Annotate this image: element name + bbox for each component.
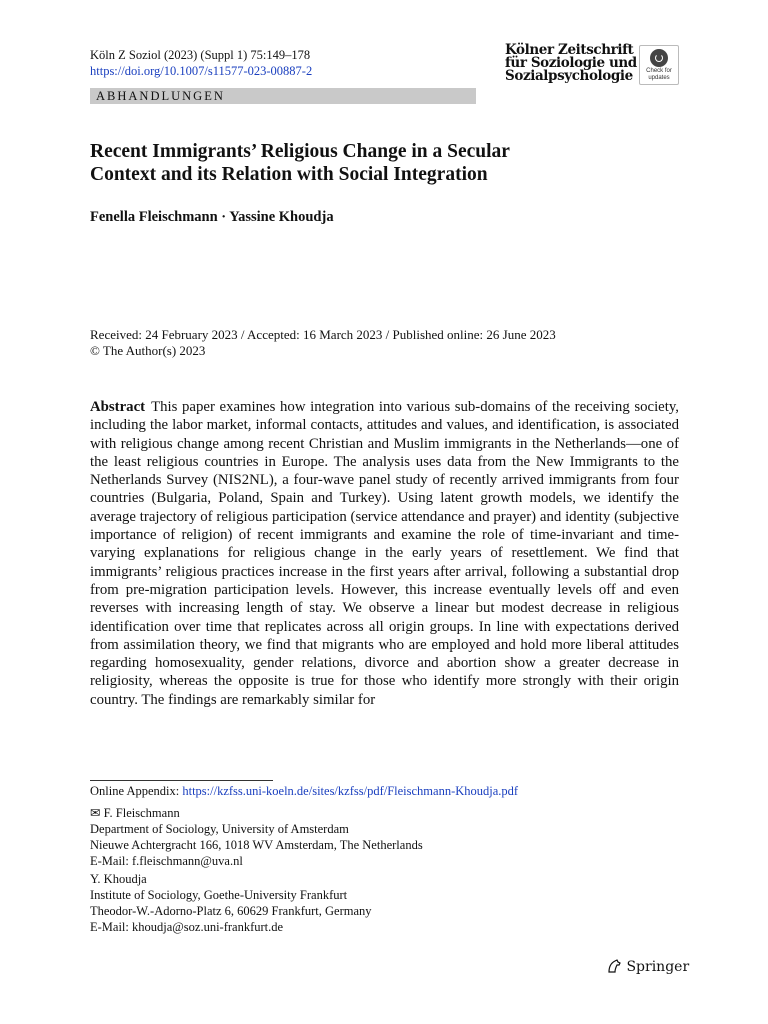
author2-name: Y. Khoudja — [90, 872, 147, 886]
authors: Fenella Fleischmann · Yassine Khoudja — [90, 209, 334, 225]
citation: Köln Z Soziol (2023) (Suppl 1) 75:149–178 — [90, 48, 311, 62]
copyright: © The Author(s) 2023 — [90, 343, 206, 358]
journal-logo-line2: für Soziologie und — [505, 55, 637, 71]
envelope-icon: ✉ — [90, 806, 101, 820]
dates-line: Received: 24 February 2023 / Accepted: 16 March 2023 / Published online: 26 June 2023 — [90, 327, 556, 342]
title-line1: Recent Immigrants’ Religious Change in a Secular — [90, 141, 510, 162]
springer-horse-icon — [606, 958, 622, 974]
journal-logo-line1: Kölner Zeitschrift — [505, 42, 634, 58]
author2-email[interactable]: E-Mail: khoudja@soz.uni-frankfurt.de — [90, 920, 284, 934]
journal-logo — [505, 44, 637, 83]
publisher-name: Springer — [626, 959, 690, 975]
author1-dept: Department of Sociology, University of Amsterdam — [90, 822, 349, 836]
badge-line1: Check for — [646, 68, 672, 74]
author1-address: Nieuwe Achtergracht 166, 1018 WV Amsterdam, The Netherlands — [90, 838, 423, 852]
online-appendix — [90, 783, 518, 799]
section-label: ABHANDLUNGEN — [96, 89, 225, 103]
check-for-updates-button[interactable] — [639, 45, 679, 85]
check-updates-icon — [650, 49, 668, 67]
abstract-text: This paper examines how integration into various sub-domains of the receiving society, including the labor market, informal contacts, attitudes and values, and identification, is associated with religious change among recent Christian and Muslim immigrants in the Netherlands—one of the least religious countries in Europe. The analysis uses data from the New Immigrants to the Netherlands Survey (NIS2NL), a four-wave panel study of recently arrived immigrants from four countries (Bulgaria, Poland, Spain and Turkey). Using latent growth models, we identify the average trajectory of religious participation (service attendance and prayer) and identity (subjective importance of religion) of recent immigrants and examine the role of time-invariant and time-varying explanations for religious change in the early years of resettlement. We find that immigrants’ religious practices increase in the first years after arrival, following a substantial drop from pre-migration participation levels. However, this increase eventually levels off and even reverses with increasing length of stay. We observe a linear but modest decrease in religious identification over time that replicates across all origin groups. In line with expectations derived from assimilation theory, we find that migrants who are employed and hold more liberal attitudes regarding homosexuality, gender relations, divorce and abortion show a greater decrease in religiosity, whereas the opposite is true for those who identify more strongly with their origin country. The findings are remarkably similar for — [90, 399, 679, 708]
author2-dept: Institute of Sociology, Goethe-University Frankfurt — [90, 888, 348, 902]
doi-link[interactable]: https://doi.org/10.1007/s11577-023-00887-2 — [90, 64, 313, 78]
appendix-label: Online Appendix: — [90, 784, 180, 798]
author2-affiliation — [90, 871, 372, 935]
author1-name: F. Fleischmann — [103, 806, 180, 820]
journal-logo-line3: Sozialpsychologie — [505, 68, 633, 84]
author2-address: Theodor-W.-Adorno-Platz 6, 60629 Frankfurt, Germany — [90, 904, 372, 918]
appendix-link[interactable]: https://kzfss.uni-koeln.de/sites/kzfss/pdf/Fleischmann-Khoudja.pdf — [182, 784, 519, 798]
title-line2: Context and its Relation with Social Integration — [90, 164, 488, 185]
footnote-rule — [90, 780, 273, 781]
publisher-logo — [606, 958, 689, 975]
author1-affiliation — [90, 805, 423, 869]
journal-reference — [90, 47, 312, 79]
author1-email[interactable]: E-Mail: f.fleischmann@uva.nl — [90, 854, 243, 868]
badge-line2: updates — [648, 74, 670, 81]
abstract-label: Abstract — [90, 399, 146, 415]
publication-dates — [90, 327, 556, 359]
abstract — [90, 398, 679, 709]
article-title — [90, 140, 690, 186]
